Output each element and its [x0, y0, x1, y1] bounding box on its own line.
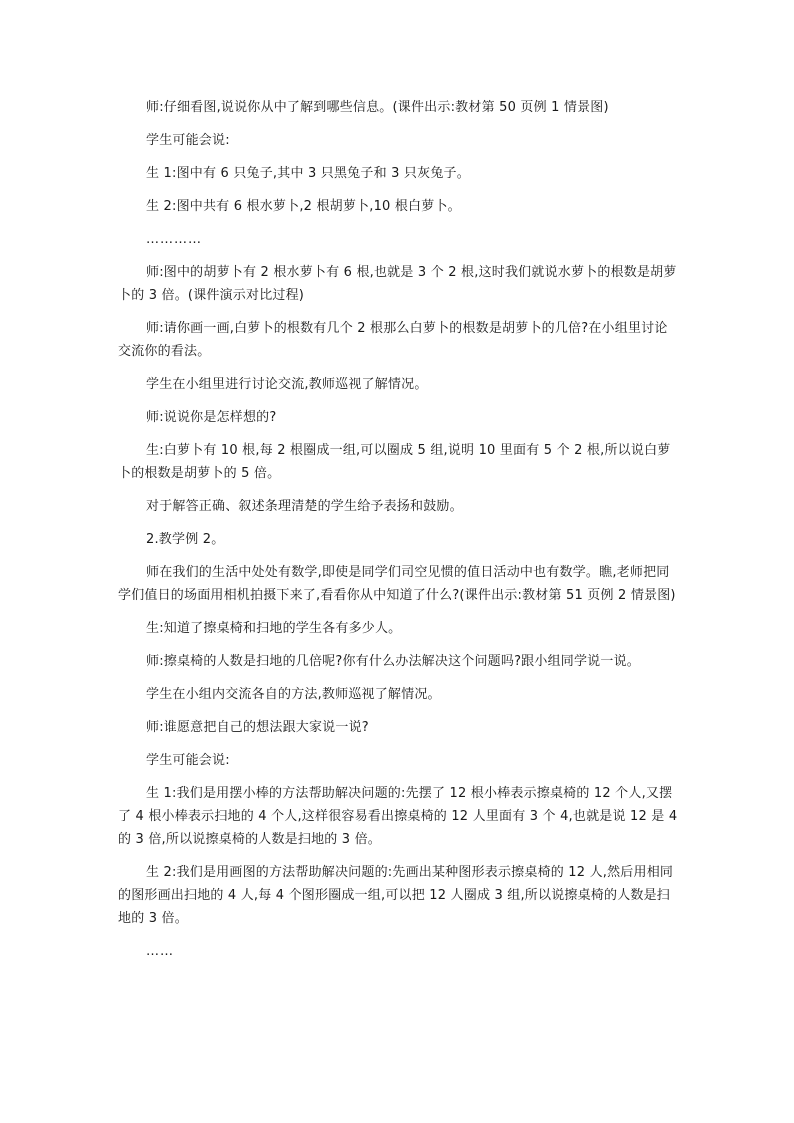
paragraph-teacher-observe: 师:仔细看图,说说你从中了解到哪些信息。(课件出示:教材第 50 页例 1 情景图): [146, 100, 609, 115]
paragraph-ellipsis-end: ……: [146, 944, 174, 959]
paragraph-student-2-drawing: 生 2:我们是用画图的方法帮助解决问题的:先画出某种图形表示擦桌椅的 12 人,然后用相同的图形画出扫地的 4 人,每 4 个图形圈成一组,可以把 12 人圈成 3 组,所以说擦桌椅的人数是扫地的 3 倍。: [118, 865, 674, 926]
paragraph-teacher-ask: 师:说说你是怎样想的?: [146, 410, 277, 425]
paragraph-group-exchange: 学生在小组内交流各自的方法,教师巡视了解情况。: [146, 687, 441, 702]
paragraph-ellipsis: …………: [146, 232, 202, 247]
paragraph-praise: 对于解答正确、叙述条理清楚的学生给予表扬和鼓励。: [146, 499, 463, 514]
paragraph-teacher-who: 师:谁愿意把自己的想法跟大家说一说?: [146, 720, 369, 735]
document-body: [118, 96, 678, 973]
paragraph-teacher-draw: 师:请你画一画,白萝卜的根数有几个 2 根那么白萝卜的根数是胡萝卜的几倍?在小组里讨论交流你的看法。: [118, 321, 668, 359]
paragraph-student-know: 生:知道了擦桌椅和扫地的学生各有多少人。: [146, 621, 402, 636]
paragraph-student-1-sticks: 生 1:我们是用摆小棒的方法帮助解决问题的:先摆了 12 根小棒表示擦桌椅的 12 个人,又摆了 4 根小棒表示扫地的 4 个人,这样很容易看出擦桌椅的 12 人里面有 3 个 4,也就是说 12 是 4 的 3 倍,所以说擦桌椅的人数是扫地的 3 倍。: [118, 786, 678, 847]
paragraph-student-2-radishes: 生 2:图中共有 6 根水萝卜,2 根胡萝卜,10 根白萝卜。: [146, 199, 461, 214]
paragraph-student-white-radish: 生:白萝卜有 10 根,每 2 根圈成一组,可以圈成 5 组,说明 10 里面有 5 个 2 根,所以说白萝卜的根数是胡萝卜的 5 倍。: [118, 443, 671, 481]
paragraph-students-may-say: 学生可能会说:: [146, 133, 230, 148]
paragraph-teacher-times: 师:擦桌椅的人数是扫地的几倍呢?你有什么办法解决这个问题吗?跟小组同学说一说。: [146, 654, 640, 669]
paragraph-student-1-rabbits: 生 1:图中有 6 只兔子,其中 3 只黑兔子和 3 只灰兔子。: [146, 166, 470, 181]
paragraph-teacher-carrots: 师:图中的胡萝卜有 2 根水萝卜有 6 根,也就是 3 个 2 根,这时我们就说水萝卜的根数是胡萝卜的 3 倍。(课件演示对比过程): [118, 265, 677, 303]
paragraph-group-discussion: 学生在小组里进行讨论交流,教师巡视了解情况。: [146, 377, 428, 392]
section-heading-example-2: 2.教学例 2。: [146, 532, 225, 547]
paragraph-students-may-say-2: 学生可能会说:: [146, 753, 230, 768]
paragraph-teacher-duty: 师在我们的生活中处处有数学,即使是同学们司空见惯的值日活动中也有数学。瞧,老师把同学们值日的场面用相机拍摄下来了,看看你从中知道了什么?(课件出示:教材第 51 页例 2 情景图): [118, 565, 676, 603]
